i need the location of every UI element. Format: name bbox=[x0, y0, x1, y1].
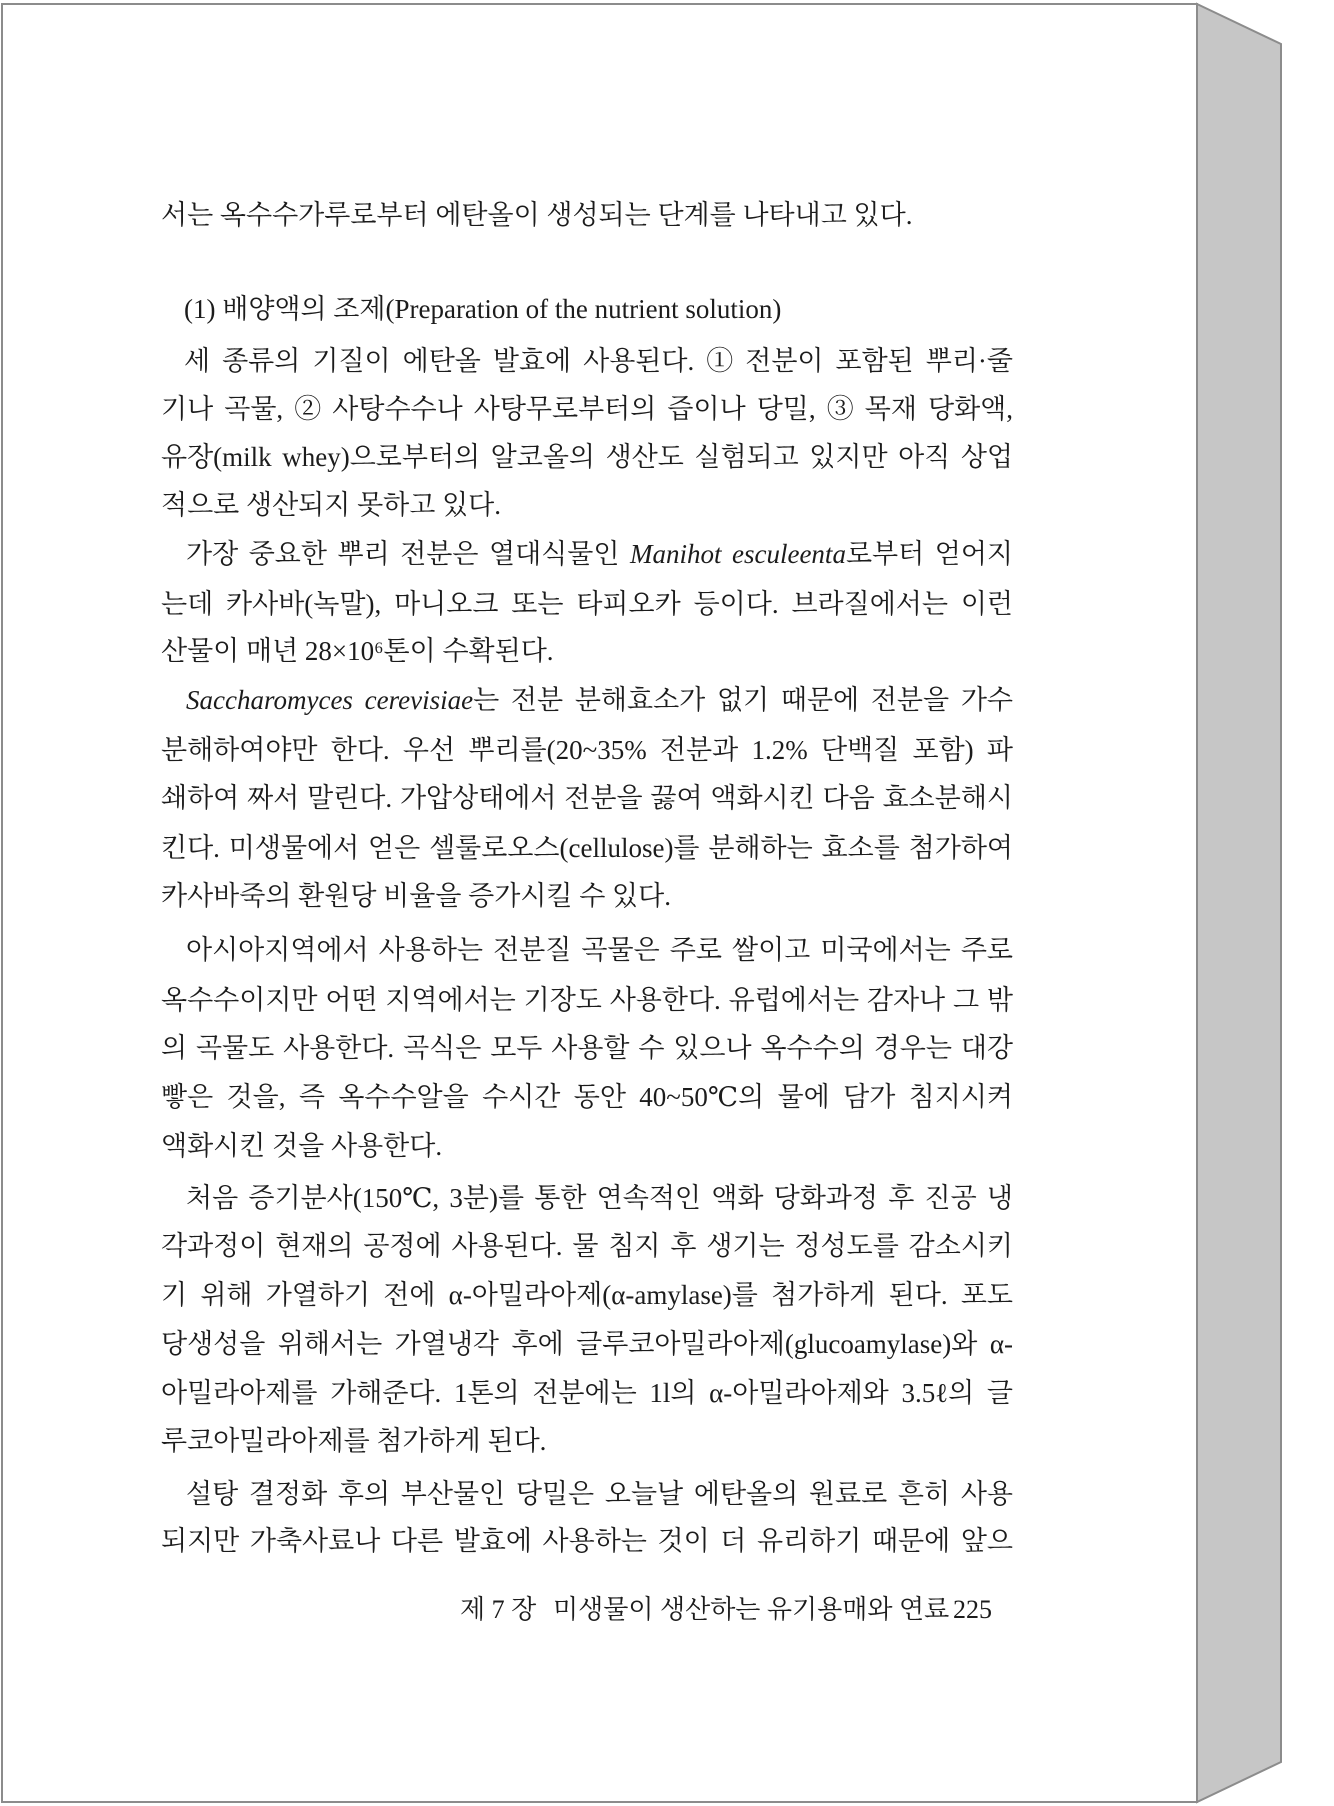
text-line bbox=[161, 633, 1013, 669]
line-text bbox=[161, 487, 501, 523]
text-line bbox=[186, 536, 1013, 572]
text-line bbox=[161, 391, 1013, 427]
line-segment: 각과정이 현재의 공정에 사용된다. 물 침지 후 생기는 정성도를 감소시키 bbox=[161, 1231, 1013, 1261]
line-text bbox=[186, 536, 1013, 572]
line-segment: 세 종류의 기질이 에탄올 발효에 사용된다. ① 전분이 포함된 뿌리·줄 bbox=[184, 346, 1013, 376]
line-text bbox=[184, 343, 1013, 379]
text-line bbox=[161, 1228, 1013, 1264]
line-segment: 로부터 얻어지 bbox=[845, 539, 1013, 569]
line-text bbox=[161, 197, 912, 233]
line-segment: 서는 옥수수가루로부터 에탄올이 생성되는 단계를 나타내고 있다. bbox=[161, 200, 913, 230]
book-side-edge bbox=[1197, 4, 1281, 1802]
line-segment: 액화시킨 것을 사용한다. bbox=[161, 1131, 443, 1161]
line-segment: 기나 곡물, ② 사탕수수나 사탕무로부터의 즙이나 당밀, ③ 목재 당화액, bbox=[161, 394, 1013, 424]
chapter-label: 제 7 장 bbox=[460, 1595, 537, 1624]
line-text bbox=[186, 1476, 1013, 1512]
chapter-title: 미생물이 생산하는 유기용매와 연료 bbox=[553, 1595, 950, 1624]
line-segment: 산물이 매년 28×10⁶톤이 수확된다. bbox=[161, 636, 554, 666]
line-text bbox=[161, 1326, 1013, 1362]
text-line bbox=[161, 732, 1013, 768]
line-segment: 는 전분 분해효소가 없기 때문에 전분을 가수 bbox=[473, 685, 1013, 715]
line-segment: 아시아지역에서 사용하는 전분질 곡물은 주로 쌀이고 미국에서는 주로 bbox=[186, 935, 1013, 965]
text-line bbox=[186, 1180, 1013, 1216]
line-text bbox=[161, 439, 1013, 475]
line-segment: 카사바죽의 환원당 비율을 증가시킬 수 있다. bbox=[161, 881, 671, 911]
text-line bbox=[161, 439, 1013, 475]
line-segment: (1) 배양액의 조제(Preparation of the nutrient solution) bbox=[184, 294, 782, 324]
line-segment: 빻은 것을, 즉 옥수수알을 수시간 동안 40~50℃의 물에 담가 침지시켜 bbox=[161, 1082, 1013, 1112]
page-number: 225 bbox=[953, 1595, 992, 1624]
line-segment: 설탕 결정화 후의 부산물인 당밀은 오늘날 에탄올의 원료로 흔히 사용 bbox=[186, 1479, 1013, 1509]
line-text bbox=[161, 1423, 546, 1459]
text-line bbox=[161, 1079, 1013, 1115]
line-segment: 유장(milk whey)으로부터의 알코올의 생산도 실험되고 있지만 아직 상업 bbox=[161, 442, 1013, 472]
line-text bbox=[161, 1030, 1013, 1066]
line-text bbox=[161, 878, 671, 914]
text-line bbox=[161, 1423, 1013, 1459]
text-line bbox=[161, 586, 1013, 622]
line-text bbox=[161, 982, 1013, 1018]
line-segment: 당생성을 위해서는 가열냉각 후에 글루코아밀라아제(glucoamylase)와 α- bbox=[161, 1329, 1013, 1359]
line-segment: 기 위해 가열하기 전에 α-아밀라아제(α-amylase)를 첨가하게 된다. 포도 bbox=[161, 1280, 1013, 1310]
line-text bbox=[161, 1228, 1013, 1264]
text-line bbox=[161, 982, 1013, 1018]
line-text bbox=[186, 1180, 1013, 1216]
line-segment: 의 곡물도 사용한다. 곡식은 모두 사용할 수 있으나 옥수수의 경우는 대강 bbox=[161, 1033, 1013, 1063]
heading-text bbox=[184, 291, 781, 327]
text-line bbox=[161, 1326, 1013, 1362]
species-name: Manihot esculeenta bbox=[629, 539, 846, 569]
line-text bbox=[161, 633, 554, 669]
text-line bbox=[186, 932, 1013, 968]
line-text bbox=[161, 391, 1013, 427]
text-line bbox=[161, 780, 1013, 816]
line-text bbox=[161, 780, 1013, 816]
line-text bbox=[161, 1375, 1013, 1411]
text-line bbox=[161, 830, 1013, 866]
line-text bbox=[161, 1523, 1013, 1559]
line-text bbox=[186, 932, 1013, 968]
text-line bbox=[161, 487, 1013, 523]
section-heading bbox=[184, 291, 1013, 327]
line-text bbox=[161, 586, 1013, 622]
line-segment: 적으로 생산되지 못하고 있다. bbox=[161, 490, 501, 520]
text-line bbox=[186, 1476, 1013, 1512]
text-line bbox=[161, 878, 1013, 914]
line-segment: 되지만 가축사료나 다른 발효에 사용하는 것이 더 유리하기 때문에 앞으 bbox=[161, 1526, 1013, 1556]
line-text bbox=[161, 830, 1013, 866]
text-line bbox=[161, 197, 1013, 233]
line-segment: 옥수수이지만 어떤 지역에서는 기장도 사용한다. 유럽에서는 감자나 그 밖 bbox=[161, 985, 1013, 1015]
line-text bbox=[161, 1128, 442, 1164]
line-text bbox=[161, 732, 1013, 768]
line-segment: 처음 증기분사(150℃, 3분)를 통한 연속적인 액화 당화과정 후 진공 냉 bbox=[186, 1183, 1013, 1213]
text-line bbox=[161, 1030, 1013, 1066]
text-line bbox=[184, 343, 1013, 379]
line-segment: 킨다. 미생물에서 얻은 셀룰로오스(cellulose)를 분해하는 효소를 첨가하여 bbox=[161, 833, 1013, 863]
text-line bbox=[161, 1375, 1013, 1411]
text-line bbox=[161, 1128, 1013, 1164]
line-segment: 분해하여야만 한다. 우선 뿌리를(20~35% 전분과 1.2% 단백질 포함) 파 bbox=[161, 735, 1013, 765]
line-text bbox=[186, 682, 1013, 718]
line-segment: 는데 카사바(녹말), 마니오크 또는 타피오카 등이다. 브라질에서는 이런 bbox=[161, 589, 1013, 619]
line-segment: 아밀라아제를 가해준다. 1톤의 전분에는 1l의 α-아밀라아제와 3.5ℓ의 글 bbox=[161, 1378, 1013, 1408]
line-segment: 루코아밀라아제를 첨가하게 된다. bbox=[161, 1426, 547, 1456]
line-segment: 가장 중요한 뿌리 전분은 열대식물인 bbox=[186, 539, 630, 569]
text-line bbox=[161, 1277, 1013, 1313]
line-text bbox=[161, 1079, 1013, 1115]
text-line bbox=[186, 682, 1013, 718]
line-text bbox=[161, 1277, 1013, 1313]
species-name: Saccharomyces cerevisiae bbox=[186, 685, 474, 715]
line-segment: 쇄하여 짜서 말린다. 가압상태에서 전분을 끓여 액화시킨 다음 효소분해시 bbox=[161, 783, 1013, 813]
text-line bbox=[161, 1523, 1013, 1559]
